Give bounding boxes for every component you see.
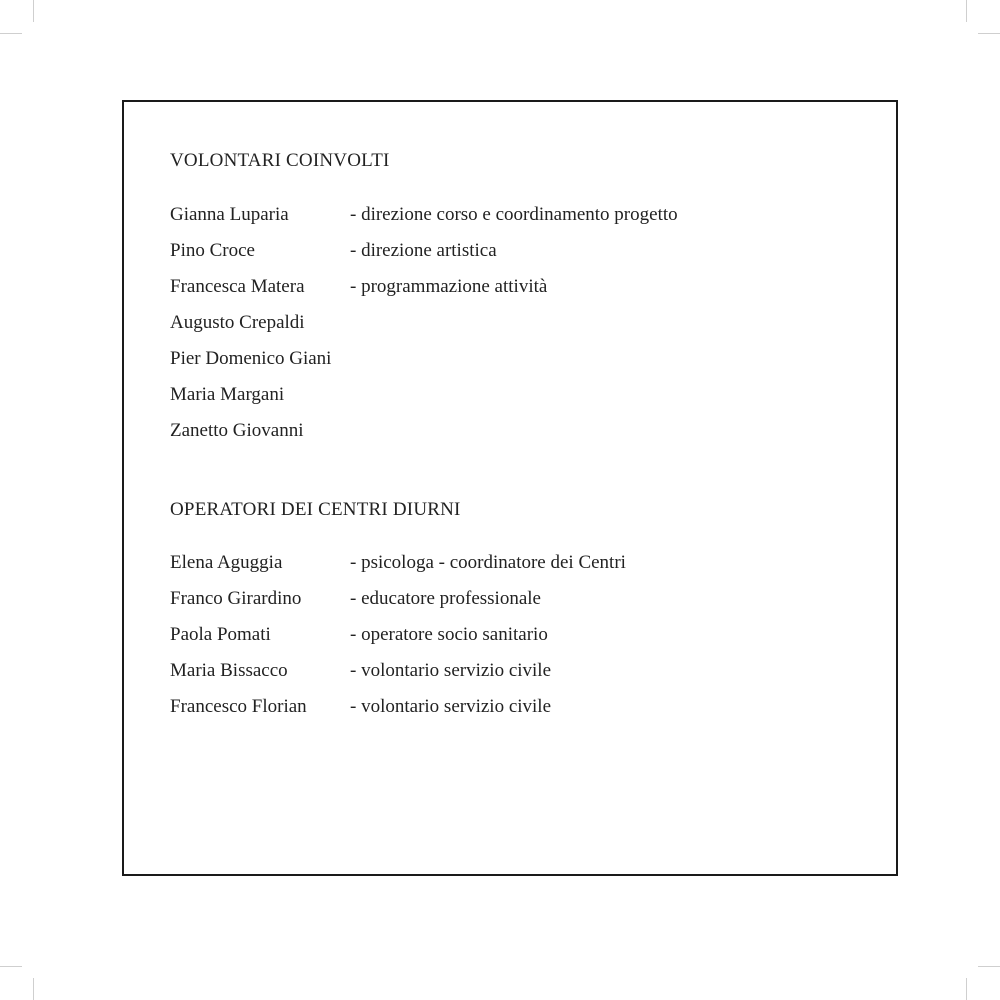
crop-mark bbox=[33, 0, 34, 22]
list-item bbox=[170, 276, 678, 312]
list-item bbox=[170, 348, 678, 384]
crop-mark bbox=[0, 966, 22, 967]
list-item bbox=[170, 660, 626, 696]
list-item bbox=[170, 420, 678, 456]
list-item bbox=[170, 384, 678, 420]
section-title-volontari: VOLONTARI COINVOLTI bbox=[170, 150, 390, 171]
crop-mark bbox=[978, 966, 1000, 967]
person-name: Pier Domenico Giani bbox=[170, 348, 332, 369]
list-item bbox=[170, 240, 678, 276]
person-role: - educatore professionale bbox=[350, 588, 541, 609]
crop-mark bbox=[33, 978, 34, 1000]
person-role: - volontario servizio civile bbox=[350, 660, 552, 681]
person-role: - programmazione attività bbox=[350, 276, 548, 297]
person-name: Gianna Luparia bbox=[170, 204, 289, 225]
crop-mark bbox=[0, 33, 22, 34]
list-item bbox=[170, 624, 626, 660]
person-name: Maria Bissacco bbox=[170, 660, 288, 681]
person-name: Francesca Matera bbox=[170, 276, 305, 297]
list-item bbox=[170, 552, 626, 588]
volontari-list bbox=[170, 204, 678, 456]
person-name: Pino Croce bbox=[170, 240, 255, 261]
person-name: Augusto Crepaldi bbox=[170, 312, 305, 333]
person-role: - operatore socio sanitario bbox=[350, 624, 548, 645]
person-name: Zanetto Giovanni bbox=[170, 420, 304, 441]
page-frame bbox=[122, 100, 898, 876]
person-name: Franco Girardino bbox=[170, 588, 302, 609]
list-item bbox=[170, 696, 626, 732]
list-item bbox=[170, 312, 678, 348]
section-title-operatori: OPERATORI DEI CENTRI DIURNI bbox=[170, 499, 461, 520]
operatori-list bbox=[170, 552, 626, 732]
crop-mark bbox=[966, 978, 967, 1000]
crop-mark bbox=[978, 33, 1000, 34]
crop-mark bbox=[966, 0, 967, 22]
person-role: - volontario servizio civile bbox=[350, 696, 552, 717]
person-name: Francesco Florian bbox=[170, 696, 307, 717]
person-name: Elena Aguggia bbox=[170, 552, 283, 573]
person-role: - direzione corso e coordinamento progetto bbox=[350, 204, 678, 225]
person-name: Paola Pomati bbox=[170, 624, 271, 645]
list-item bbox=[170, 588, 626, 624]
list-item bbox=[170, 204, 678, 240]
person-role: - psicologa - coordinatore dei Centri bbox=[350, 552, 626, 573]
person-role: - direzione artistica bbox=[350, 240, 497, 261]
person-name: Maria Margani bbox=[170, 384, 285, 405]
